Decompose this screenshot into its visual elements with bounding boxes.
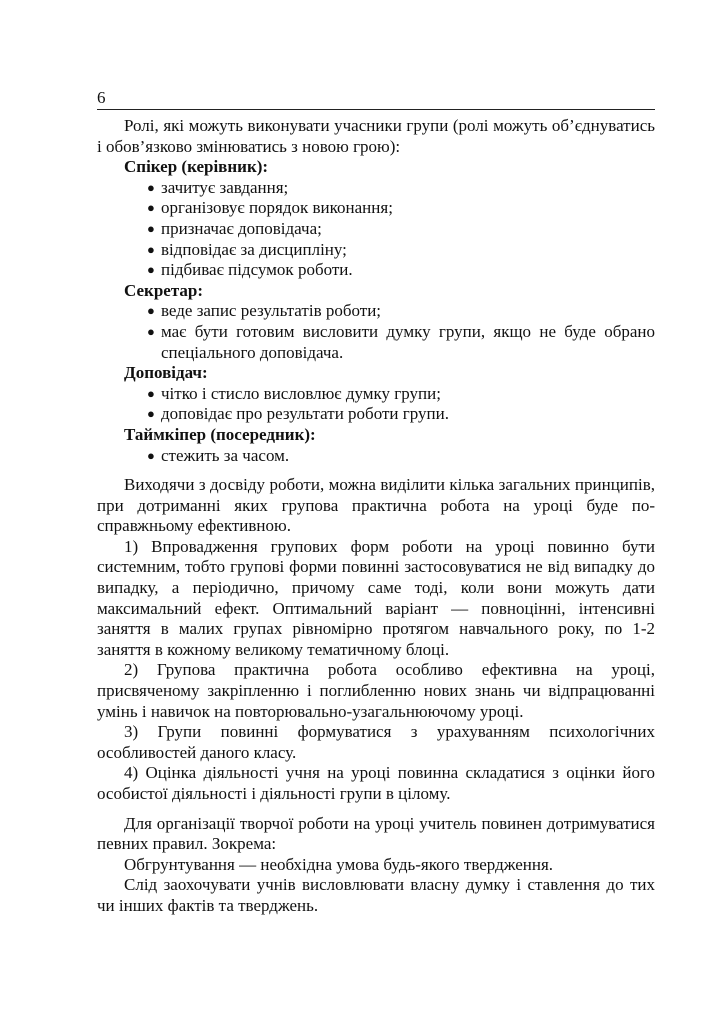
bullet-icon: ● (147, 179, 155, 195)
duty-list-item (147, 384, 655, 405)
header-rule (97, 109, 655, 110)
role-title: Секретар: (124, 280, 203, 300)
duty-text: організовує порядок виконання; (161, 198, 393, 218)
duty-text: призначає доповідача; (161, 218, 322, 238)
bullet-icon: ● (147, 303, 155, 319)
roles-intro-paragraph: Ролі, які можуть виконувати учасники групи (ролі можуть об’єднуватись і обов’язково змінюватись з новою грою): (97, 116, 655, 156)
bullet-icon: ● (147, 241, 155, 257)
section-gap (97, 805, 655, 814)
bullet-icon: ● (147, 220, 155, 236)
principle-paragraph: 2) Групова практична робота особливо ефективна на уроці, присвяченому закріпленню і поглибленню нових знань чи відпрацюванні умінь і навичок на повторювально-узагальнюючому уроці. (97, 660, 655, 721)
duty-list-item (147, 301, 655, 322)
roles-list (97, 157, 655, 466)
bullet-icon: ● (147, 385, 155, 401)
principle-paragraph: 3) Групи повинні формуватися з урахуванням психологічних особливостей даного класу. (97, 722, 655, 762)
duty-list-item (147, 219, 655, 240)
rule-paragraph: Обгрунтування — необхідна умова будь-якого твердження. (124, 854, 554, 874)
duty-text: веде запис результатів роботи; (161, 301, 382, 321)
page-content (97, 116, 655, 917)
principles-intro-paragraph: Виходячи з досвіду роботи, можна виділити кілька загальних принципів, при дотриманні яких групова практична робота на уроці буде по-справжньому ефективною. (97, 475, 655, 536)
rule-paragraph: Слід заохочувати учнів висловлювати власну думку і ставлення до тих чи інших фактів та тверджень. (97, 875, 655, 915)
duty-text: доповідає про результати роботи групи. (161, 404, 449, 424)
bullet-icon: ● (147, 262, 155, 278)
principle-paragraph: 1) Впровадження групових форм роботи на уроці повинно бути системним, тобто групові форми повинні застосовуватися не від випадку до випадку, а періодично, причому саме тоді, коли вони можуть дати максимальний ефект. Оптимальний варіант — повноцінні, інтенсивні заняття в малих групах рівномірно протягом навчального року, по 1-2 заняття в кожному великому тематичному блоці. (97, 536, 655, 659)
bullet-icon: ● (147, 406, 155, 422)
duty-list-item (147, 198, 655, 219)
role-duties-list (97, 301, 655, 363)
duty-text: має бути готовим висловити думку групи, якщо не буде обрано спеціального доповідача. (161, 321, 655, 362)
duty-text: зачитує завдання; (161, 177, 289, 197)
duty-list-item (147, 322, 655, 363)
bullet-icon: ● (147, 323, 155, 339)
duty-text: стежить за часом. (161, 445, 290, 465)
role-duties-list (97, 178, 655, 281)
duty-list-item (147, 178, 655, 199)
duty-list-item (147, 240, 655, 261)
section-gap (97, 466, 655, 475)
page-number: 6 (97, 88, 106, 107)
rules-intro-paragraph: Для організації творчої роботи на уроці учитель повинен дотримуватися певних правил. Зокрема: (97, 813, 655, 854)
duty-text: підбиває підсумок роботи. (161, 260, 353, 280)
duty-list-item (147, 260, 655, 281)
bullet-icon: ● (147, 447, 155, 463)
role-duties-list (97, 446, 655, 467)
duty-list-item (147, 404, 655, 425)
duty-text: відповідає за дисципліну; (161, 239, 347, 259)
role-duties-list (97, 384, 655, 425)
role-title: Доповідач: (124, 363, 208, 383)
document-page (97, 88, 655, 917)
principle-paragraph: 4) Оцінка діяльності учня на уроці повинна складатися з оцінки його особистої діяльності і діяльності групи в цілому. (97, 763, 655, 803)
role-title: Таймкіпер (посередник): (124, 424, 316, 444)
bullet-icon: ● (147, 200, 155, 216)
duty-text: чітко і стисло висловлює думку групи; (161, 383, 441, 403)
role-title: Спікер (керівник): (124, 157, 269, 177)
duty-list-item (147, 446, 655, 467)
